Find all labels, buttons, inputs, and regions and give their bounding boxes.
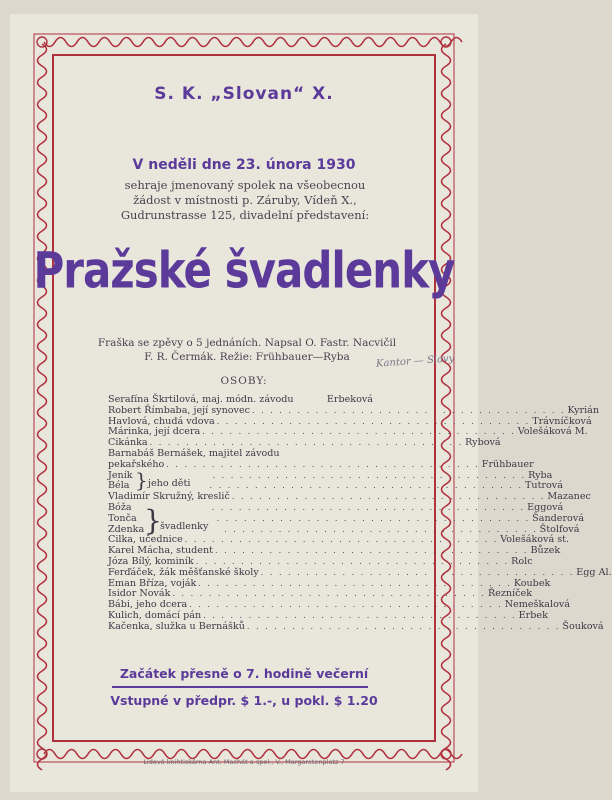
role-name: Jeník bbox=[108, 469, 133, 481]
credits-line: Fraška se zpěvy o 5 jednáních. Napsal O. Fastr. Nacvičil bbox=[97, 337, 397, 349]
role-name: Józa Bílý, kominík bbox=[108, 555, 194, 567]
leader-dots: . . . . . . . . . . . . . . . . . . . . . . . . . . . . . . . . . . . bbox=[252, 405, 566, 415]
leader-dots: . . . . . . . . . . . . . . . . . . . . . . . . . . . . . . . . . . . bbox=[166, 459, 480, 469]
leader-dots: . . . . . . . . . . . . . . . . . . . . . . . . . . . . . . . . . . . bbox=[224, 524, 538, 534]
leader-dots: . . . . . . . . . . . . . . . . . . . . . . . . . . . . . . . . . . . bbox=[215, 546, 529, 556]
leader-dots: . . . . . . . . . . . . . . . . . . . . . . . . . . . . . . . . . . . bbox=[149, 438, 464, 448]
leader-dots: . . . . . . . . . . . . . . . . . . . . . . . . . . . . . . . . . . . bbox=[184, 535, 499, 545]
role-name: Márinka, její dcera bbox=[108, 426, 201, 438]
cast-row bbox=[108, 426, 588, 438]
actor-name: Volešáková M. bbox=[517, 426, 588, 438]
intro-line: Gudrunstrasse 125, divadelní představení: bbox=[120, 208, 370, 222]
cast-row bbox=[108, 609, 548, 621]
actor-name: Šouková bbox=[562, 620, 604, 632]
actor-name: Nemeškalová bbox=[504, 599, 570, 611]
role-name: Ferďáček, žák měšťanské školy bbox=[108, 566, 259, 578]
actor-name: Bůzek bbox=[530, 545, 561, 557]
start-time: Začátek přesně o 7. hodině večerní bbox=[119, 666, 369, 681]
leader-dots: . . . . . . . . . . . . . . . . . . . . . . . . . . . . . . . . . . . bbox=[231, 492, 546, 502]
cast-row bbox=[108, 555, 533, 567]
role-name: Vladimír Skružný, kreslič bbox=[108, 491, 230, 503]
actor-name: Koubek bbox=[513, 577, 551, 589]
leader-dots: . . . . . . . . . . . . . . . . . . . . . . . . . . . . . . . . . . . bbox=[260, 567, 575, 577]
cast-row bbox=[108, 545, 561, 557]
handwritten-note: Kantor — Slavy bbox=[375, 353, 455, 370]
cast-row bbox=[108, 620, 604, 632]
actor-name: Frühbauer bbox=[481, 458, 534, 470]
leader-dots: . . . . . . . . . . . . . . . . . . . . . . . . . . . . . . . . . . . bbox=[198, 578, 512, 588]
role-name: Barnabáš Bernášek, majitel závodu bbox=[108, 447, 280, 459]
play-title: Pražské švadlenky bbox=[33, 241, 455, 300]
credits-text bbox=[72, 336, 422, 364]
leader-dots: . . . . . . . . . . . . . . . . . . . . . . . . . . . . . . . . . . . bbox=[211, 502, 526, 512]
admission-price: Vstupné v předpr. $ 1.-, u pokl. $ 1.20 bbox=[110, 693, 378, 708]
role-name: Kulich, domácí pán bbox=[108, 609, 202, 621]
credits-line: F. R. Čermák. Režie: Frühbauer—Ryba bbox=[144, 351, 350, 363]
cast-row bbox=[108, 437, 501, 449]
actor-name: Erbeková bbox=[326, 394, 373, 405]
actor-name: Eggová bbox=[527, 501, 564, 513]
role-name: Bábi, jeho dcera bbox=[108, 599, 188, 611]
cast-row bbox=[108, 415, 592, 427]
leader-dots: . . . . . . . . . . . . . . . . . . . . . . . . . . . . . . . . . . . bbox=[246, 621, 561, 631]
cast-row bbox=[108, 599, 570, 611]
actor-name: Šanderová bbox=[532, 512, 584, 524]
leader-dots: . . . . . . . . . . . . . . . . . . . . . . . . . . . . . . . . . . . bbox=[189, 600, 503, 610]
leader-dots: . . . . . . . . . . . . . . . . . . . . . . . . . . . . . . . . . . . bbox=[212, 470, 527, 480]
role-name: Havlová, chudá vdova bbox=[108, 415, 215, 427]
cast-row bbox=[108, 404, 600, 416]
role-name: Zdenka bbox=[108, 523, 145, 535]
cast-row bbox=[108, 491, 591, 503]
role-name: Isidor Novák bbox=[108, 588, 171, 600]
role-name: Tonča bbox=[108, 512, 137, 524]
actor-name: Ryba bbox=[528, 469, 553, 481]
leader-dots: . . . . . . . . . . . . . . . . . . . . . . . . . . . . . . . . . . . bbox=[203, 610, 517, 620]
actor-name: Štolfová bbox=[539, 523, 580, 535]
printer-imprint: Lidová knihtiskárna Ant. Machát a spol., V., Margaretenplatz 7 bbox=[143, 758, 345, 766]
cast-row bbox=[108, 394, 373, 405]
leader-dots: . . . . . . . . . . . . . . . . . . . . . . . . . . . . . . . . . . . bbox=[216, 513, 531, 523]
actor-name: Egg Al. bbox=[576, 566, 612, 578]
club-name: S. K. „Slovan“ X. bbox=[154, 84, 334, 104]
group-label-seamstresses: švadlenky bbox=[160, 521, 209, 532]
brace-children: } bbox=[135, 468, 148, 492]
role-name: Karel Mácha, student bbox=[108, 545, 213, 557]
cast-row bbox=[108, 588, 533, 600]
cast-row bbox=[108, 577, 551, 589]
role-name: Béla bbox=[108, 480, 130, 492]
leader-dots: . . . . . . . . . . . . . . . . . . . . . . . . . . . . . . . . . . . bbox=[195, 556, 510, 566]
role-name: Kačenka, služka u Bernášků bbox=[108, 620, 245, 632]
leader-dots: . . . . . . . . . . . . . . . . . . . . . . . . . . . . . . . . . . . bbox=[209, 481, 523, 491]
actor-name: Řezníček bbox=[487, 588, 533, 600]
cast-heading: OSOBY: bbox=[220, 375, 268, 387]
performance-date: V neděli dne 23. února 1930 bbox=[132, 157, 356, 173]
actor-name: Rybová bbox=[465, 437, 501, 449]
intro-line: sehraje jmenovaný spolek na všeobecnou bbox=[124, 178, 366, 192]
cast-row bbox=[108, 448, 373, 459]
actor-name: Tutrová bbox=[525, 480, 563, 492]
actor-name: Volešáková st. bbox=[500, 534, 570, 546]
leader-dots: . . . . . . . . . . . . . . . . . . . . . . . . . . . . . . . . . . . bbox=[202, 427, 516, 437]
role-name: Bóža bbox=[108, 501, 132, 513]
role-name: Eman Bříza, voják bbox=[108, 577, 197, 589]
role-name: Serafína Škrtilová, maj. módn. závodu bbox=[108, 394, 294, 405]
divider-rule bbox=[112, 686, 368, 688]
leader-dots: . . . . . . . . . . . . . . . . . . . . . . . . . . . . . . . . . . . bbox=[172, 589, 486, 599]
leader-dots: . . . . . . . . . . . . . . . . . . . . . . . . . . . . . . . . . . . bbox=[216, 416, 531, 426]
intro-line: žádost v místnosti p. Záruby, Vídeň X., bbox=[133, 193, 357, 207]
cast-row bbox=[108, 458, 534, 470]
actor-name: Rolc bbox=[511, 555, 533, 567]
role-name: Robert Římbaba, její synovec bbox=[108, 404, 251, 416]
actor-name: Trávníčková bbox=[532, 415, 592, 427]
cast-row bbox=[108, 566, 612, 578]
actor-name: Erbek bbox=[518, 609, 548, 621]
role-name: Cikánka bbox=[108, 437, 148, 449]
actor-name: Kyrián bbox=[567, 404, 600, 416]
intro-text bbox=[90, 178, 400, 223]
brace-seamstresses: } bbox=[144, 504, 162, 537]
role-name: Cilka, učednice bbox=[108, 534, 183, 546]
group-label-children: jeho děti bbox=[148, 478, 191, 489]
role-name: pekařského bbox=[108, 458, 165, 470]
actor-name: Mazanec bbox=[547, 491, 591, 503]
